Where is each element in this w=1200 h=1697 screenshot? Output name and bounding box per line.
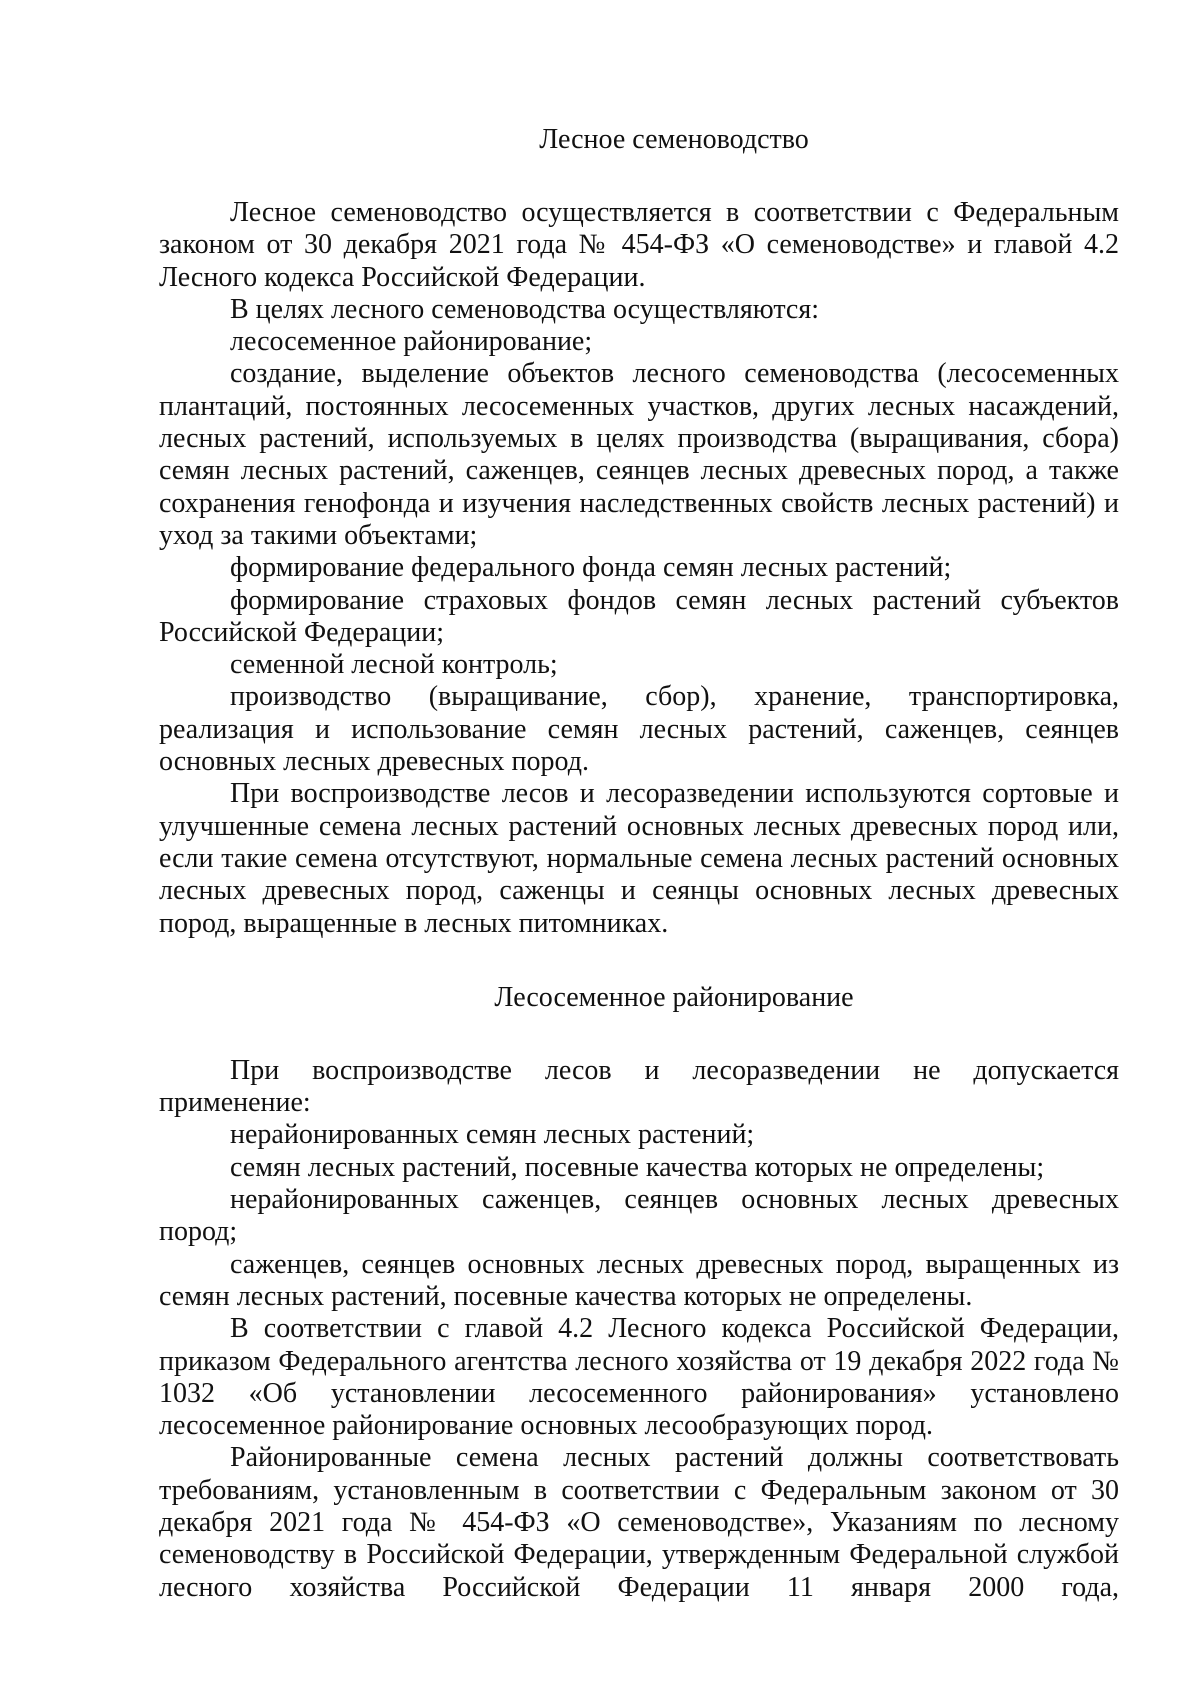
list-item: лесосеменное районирование; bbox=[230, 326, 593, 358]
paragraph: В целях лесного семеноводства осуществляются: bbox=[230, 293, 819, 325]
paragraph: В соответствии с главой 4.2 Лесного кодекса Российской Федерации, приказом Федерального агентства лесного хозяйства от 19 декабря 2022 года № 1032 «Об установлении лесосеменного районирования» установлено лесосеменное районирование основных лесообразующих пород. bbox=[159, 1313, 1119, 1442]
paragraph: При воспроизводстве лесов и лесоразведении не допускается применение: bbox=[159, 1054, 1119, 1119]
list-item: саженцев, сеянцев основных лесных древесных пород, выращенных из семян лесных растений, посевные качества которых не определены. bbox=[159, 1248, 1119, 1312]
list-item: формирование федерального фонда семян лесных растений; bbox=[230, 552, 952, 584]
document-body bbox=[159, 124, 1119, 1604]
section-title-forest-seed-production: Лесное семеноводство bbox=[539, 124, 809, 155]
paragraph: При воспроизводстве лесов и лесоразведении используются сортовые и улучшенные семена лесных растений основных лесных древесных пород или, если такие семена отсутствуют, нормальные семена лесных растений основных лесных древесных пород, саженцы и сеянцы основных лесных древесных пород, выращенные в лесных питомниках. bbox=[159, 778, 1119, 939]
list-item: производство (выращивание, сбор), хранение, транспортировка, реализация и использование семян лесных растений, саженцев, сеянцев основных лесных древесных пород. bbox=[159, 681, 1119, 778]
list-item: семенной лесной контроль; bbox=[230, 649, 558, 681]
paragraph: Лесное семеноводство осуществляется в соответствии с Федеральным законом от 30 декабря 2021 года № 454-ФЗ «О семеноводстве» и главой 4.2 Лесного кодекса Российской Федерации. bbox=[159, 197, 1119, 293]
section-title-seed-zoning: Лесосеменное районирование bbox=[494, 981, 854, 1013]
list-item: формирование страховых фондов семян лесных растений субъектов Российской Федерации; bbox=[159, 584, 1119, 648]
list-item: нерайонированных семян лесных растений; bbox=[230, 1119, 755, 1151]
list-item: создание, выделение объектов лесного семеноводства (лесосеменных плантаций, постоянных лесосеменных участков, других лесных насаждений, лесных растений, используемых в целях производства (выращивания, сбора) семян лесных растений, саженцев, сеянцев лесных древесных пород, а также сохранения генофонда и изучения наследственных свойств лесных растений) и уход за такими объектами; bbox=[159, 358, 1119, 551]
list-item: семян лесных растений, посевные качества которых не определены; bbox=[230, 1151, 1045, 1183]
paragraph: Районированные семена лесных растений должны соответствовать требованиям, установленным в соответствии с Федеральным законом от 30 декабря 2021 года № 454-ФЗ «О семеноводстве», Указаниям по лесному семеноводству в Российской Федерации, утвержденным Федеральной службой лесного хозяйства Российской Федерации 11 января 2000 года, bbox=[159, 1442, 1119, 1603]
list-item: нерайонированных саженцев, сеянцев основных лесных древесных пород; bbox=[159, 1184, 1119, 1248]
